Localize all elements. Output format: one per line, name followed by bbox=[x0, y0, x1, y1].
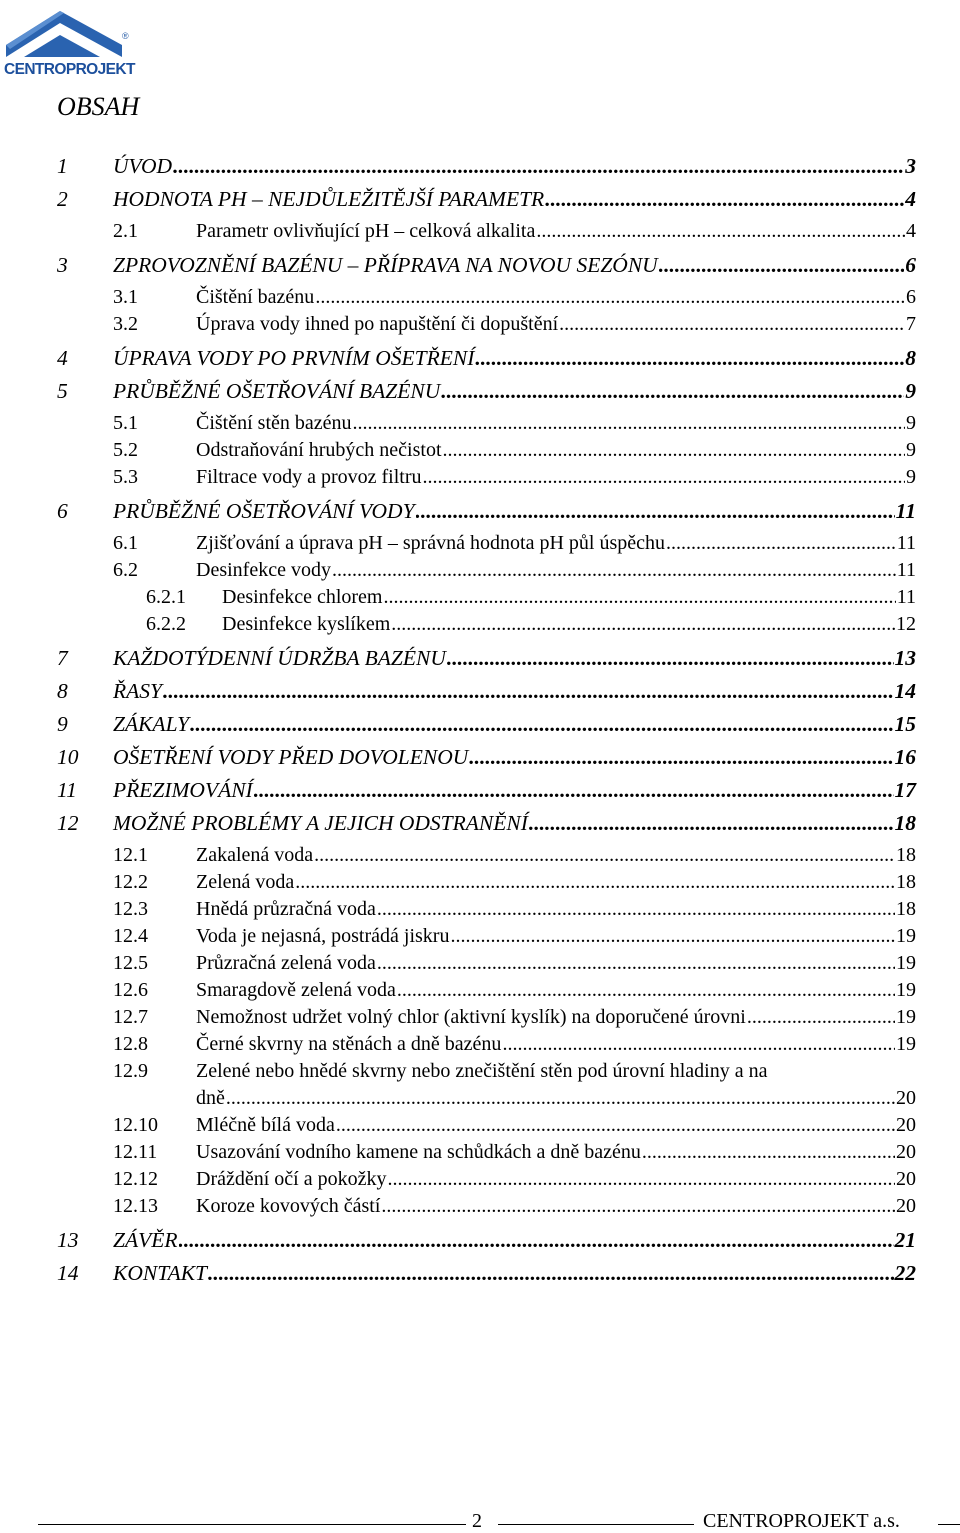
toc-entry-label: KAŽDOTÝDENNÍ ÚDRŽBA BAZÉNU bbox=[113, 646, 446, 670]
toc-dot-leader bbox=[747, 1006, 895, 1029]
toc-entry-page: 9 bbox=[905, 379, 916, 403]
toc-entry-page: 4 bbox=[906, 220, 916, 242]
toc-dot-leader bbox=[659, 253, 905, 278]
toc-entry-label: Parametr ovlivňující pH – celková alkalita bbox=[196, 220, 536, 242]
toc-entry[interactable] bbox=[0, 1006, 960, 1033]
registered-mark: ® bbox=[122, 31, 129, 41]
logo-text: CENTROPROJEKT bbox=[4, 61, 135, 78]
toc-entry-label: Zelené nebo hnědé skvrny nebo znečištění stěn pod úrovní hladiny a na bbox=[196, 1060, 768, 1082]
toc-entry[interactable] bbox=[0, 811, 960, 838]
toc-entry[interactable] bbox=[0, 466, 960, 493]
toc-entry-page: 14 bbox=[894, 679, 916, 703]
toc-entry-label: dně bbox=[196, 1087, 225, 1109]
toc-dot-leader bbox=[208, 1261, 894, 1286]
toc-entry[interactable] bbox=[0, 1141, 960, 1168]
toc-entry[interactable] bbox=[0, 439, 960, 466]
toc-entry-page: 9 bbox=[906, 412, 916, 434]
toc-dot-leader bbox=[190, 712, 893, 737]
toc-entry-page: 22 bbox=[894, 1261, 916, 1285]
toc-entry-page: 11 bbox=[896, 559, 916, 581]
toc-entry-number: 8 bbox=[57, 679, 68, 703]
toc-dot-leader bbox=[447, 646, 894, 671]
toc-dot-leader bbox=[443, 439, 906, 462]
toc-entry[interactable] bbox=[0, 745, 960, 772]
toc-entry-number: 12.12 bbox=[113, 1168, 158, 1190]
toc-entry-label: HODNOTA PH – NEJDŮLEŽITĚJŠÍ PARAMETR bbox=[113, 187, 545, 211]
toc-dot-leader bbox=[332, 559, 896, 582]
toc-entry-label: Smaragdově zelená voda bbox=[196, 979, 396, 1001]
toc-dot-leader bbox=[387, 1168, 895, 1191]
toc-entry[interactable] bbox=[0, 1087, 960, 1114]
toc-entry-number: 12.11 bbox=[113, 1141, 158, 1163]
toc-entry-number: 12.7 bbox=[113, 1006, 148, 1028]
toc-entry-page: 20 bbox=[896, 1087, 916, 1109]
toc-entry-label: KONTAKT bbox=[113, 1261, 207, 1285]
toc-dot-leader bbox=[545, 187, 904, 212]
toc-dot-leader bbox=[536, 220, 905, 243]
toc-dot-leader bbox=[383, 586, 895, 609]
toc-entry[interactable] bbox=[0, 187, 960, 214]
toc-entry-number: 12 bbox=[57, 811, 79, 835]
toc-entry-label: ZPROVOZNĚNÍ BAZÉNU – PŘÍPRAVA NA NOVOU SEZÓNU bbox=[113, 253, 658, 277]
toc-entry-page: 12 bbox=[896, 613, 916, 635]
toc-dot-leader bbox=[475, 346, 904, 371]
toc-entry-page: 6 bbox=[906, 286, 916, 308]
toc-entry[interactable] bbox=[0, 559, 960, 586]
toc-dot-leader bbox=[377, 952, 895, 975]
toc-dot-leader bbox=[423, 466, 906, 489]
toc-entry-label: Voda je nejasná, postrádá jiskru bbox=[196, 925, 450, 947]
toc-entry-page: 6 bbox=[905, 253, 916, 277]
toc-entry[interactable] bbox=[0, 379, 960, 406]
toc-entry[interactable] bbox=[0, 220, 960, 247]
toc-entry[interactable] bbox=[0, 499, 960, 526]
toc-dot-leader bbox=[254, 778, 894, 803]
toc-entry-page: 20 bbox=[896, 1114, 916, 1136]
toc-entry-page: 19 bbox=[896, 1033, 916, 1055]
toc-entry-page: 19 bbox=[896, 952, 916, 974]
toc-entry-number: 12.1 bbox=[113, 844, 148, 866]
toc-dot-leader bbox=[441, 379, 904, 404]
toc-entry-number: 12.10 bbox=[113, 1114, 158, 1136]
toc-entry[interactable] bbox=[0, 1228, 960, 1255]
toc-dot-leader bbox=[559, 313, 905, 336]
toc-entry[interactable] bbox=[0, 871, 960, 898]
toc-entry[interactable] bbox=[0, 313, 960, 340]
toc-entry-label: OŠETŘENÍ VODY PŘED DOVOLENOU bbox=[113, 745, 469, 769]
toc-entry[interactable] bbox=[0, 412, 960, 439]
toc-entry-page: 19 bbox=[896, 1006, 916, 1028]
toc-entry-label: Úprava vody ihned po napuštění či dopuštění bbox=[196, 313, 559, 335]
toc-entry-number: 12.9 bbox=[113, 1060, 148, 1082]
toc-entry-page: 9 bbox=[906, 439, 916, 461]
toc-entry-page: 11 bbox=[896, 532, 916, 554]
toc-dot-leader bbox=[336, 1114, 895, 1137]
toc-dot-leader bbox=[397, 979, 895, 1002]
toc-entry-label: Čištění bazénu bbox=[196, 286, 315, 308]
toc-entry[interactable] bbox=[0, 613, 960, 640]
toc-entry-number: 13 bbox=[57, 1228, 79, 1252]
toc-entry-label: Mléčně bílá voda bbox=[196, 1114, 335, 1136]
toc-entry-number: 12.13 bbox=[113, 1195, 158, 1217]
toc-dot-leader bbox=[642, 1141, 895, 1164]
toc-dot-leader bbox=[314, 844, 895, 867]
toc-entry[interactable] bbox=[0, 532, 960, 559]
toc-entry[interactable] bbox=[0, 925, 960, 952]
toc-dot-leader bbox=[163, 679, 894, 704]
toc-entry-number: 3.1 bbox=[113, 286, 138, 308]
toc-entry-page: 17 bbox=[894, 778, 916, 802]
toc-entry-number: 2 bbox=[57, 187, 68, 211]
toc-entry-page: 18 bbox=[896, 871, 916, 893]
toc-dot-leader bbox=[295, 871, 895, 894]
toc-dot-leader bbox=[226, 1087, 895, 1110]
toc-entry-label: ŘASY bbox=[113, 679, 162, 703]
toc-entry-page: 13 bbox=[894, 646, 916, 670]
toc-entry-label: Odstraňování hrubých nečistot bbox=[196, 439, 442, 461]
toc-entry-number: 9 bbox=[57, 712, 68, 736]
toc-entry-number: 14 bbox=[57, 1261, 79, 1285]
footer-rule-middle bbox=[498, 1524, 694, 1525]
toc-entry[interactable] bbox=[0, 646, 960, 673]
toc-entry-label: Hnědá průzračná voda bbox=[196, 898, 376, 920]
toc-entry-label: Usazování vodního kamene na schůdkách a dně bazénu bbox=[196, 1141, 641, 1163]
toc-entry-page: 20 bbox=[896, 1195, 916, 1217]
toc-dot-leader bbox=[502, 1033, 895, 1056]
toc-dot-leader bbox=[353, 412, 905, 435]
toc-entry-label: Filtrace vody a provoz filtru bbox=[196, 466, 422, 488]
toc-entry[interactable] bbox=[0, 979, 960, 1006]
toc-entry-number: 6.2 bbox=[113, 559, 138, 581]
toc-entry-label: Desinfekce kyslíkem bbox=[222, 613, 391, 635]
toc-entry-number: 5.3 bbox=[113, 466, 138, 488]
toc-entry-label: ÚPRAVA VODY PO PRVNÍM OŠETŘENÍ bbox=[113, 346, 475, 370]
toc-entry-number: 10 bbox=[57, 745, 79, 769]
toc-entry-number: 12.5 bbox=[113, 952, 148, 974]
toc-entry-page: 19 bbox=[896, 925, 916, 947]
toc-entry-label: PRŮBĚŽNÉ OŠETŘOVÁNÍ BAZÉNU bbox=[113, 379, 441, 403]
footer-company: CENTROPROJEKT a.s. bbox=[703, 1510, 900, 1532]
toc-entry-page: 8 bbox=[905, 346, 916, 370]
toc-dot-leader bbox=[377, 898, 895, 921]
toc-entry-label: Zjišťování a úprava pH – správná hodnota pH půl úspěchu bbox=[196, 532, 665, 554]
toc-entry-number: 3 bbox=[57, 253, 68, 277]
toc-entry-label: PŘEZIMOVÁNÍ bbox=[113, 778, 253, 802]
toc-entry-label: Černé skvrny na stěnách a dně bazénu bbox=[196, 1033, 502, 1055]
toc-entry[interactable] bbox=[0, 712, 960, 739]
toc-entry[interactable] bbox=[0, 679, 960, 706]
toc-entry[interactable] bbox=[0, 952, 960, 979]
toc-entry-number: 5.1 bbox=[113, 412, 138, 434]
toc-entry-number: 5 bbox=[57, 379, 68, 403]
toc-entry-number: 12.4 bbox=[113, 925, 148, 947]
footer-rule-left bbox=[38, 1524, 466, 1525]
toc-entry-page: 18 bbox=[896, 898, 916, 920]
toc-entry-number: 12.2 bbox=[113, 871, 148, 893]
toc-entry-page: 20 bbox=[896, 1141, 916, 1163]
toc-dot-leader bbox=[315, 286, 905, 309]
toc-entry-number: 12.3 bbox=[113, 898, 148, 920]
toc-entry-page: 11 bbox=[895, 499, 916, 523]
toc-entry-label: Koroze kovových částí bbox=[196, 1195, 381, 1217]
toc-entry[interactable] bbox=[0, 1033, 960, 1060]
toc-entry[interactable] bbox=[0, 1114, 960, 1141]
toc-entry-label: ÚVOD bbox=[113, 154, 173, 178]
toc-dot-leader bbox=[529, 811, 894, 836]
toc-entry[interactable] bbox=[0, 154, 960, 181]
toc-entry-page: 21 bbox=[894, 1228, 916, 1252]
toc-entry-page: 4 bbox=[905, 187, 916, 211]
toc-entry-label: MOŽNÉ PROBLÉMY A JEJICH ODSTRANĚNÍ bbox=[113, 811, 528, 835]
toc-entry-page: 3 bbox=[905, 154, 916, 178]
toc-dot-leader bbox=[381, 1195, 895, 1218]
toc-dot-leader bbox=[179, 1228, 894, 1253]
toc-entry-number: 6.2.1 bbox=[146, 586, 186, 608]
toc-entry-page: 7 bbox=[906, 313, 916, 335]
toc-entry-number: 12.6 bbox=[113, 979, 148, 1001]
toc-entry-page: 19 bbox=[896, 979, 916, 1001]
toc-entry-number: 7 bbox=[57, 646, 68, 670]
toc-entry-number: 6.2.2 bbox=[146, 613, 186, 635]
toc-entry[interactable] bbox=[0, 253, 960, 280]
toc-entry-page: 20 bbox=[896, 1168, 916, 1190]
toc-entry[interactable] bbox=[0, 1261, 960, 1288]
toc-entry-label: Čištění stěn bazénu bbox=[196, 412, 352, 434]
toc-dot-leader bbox=[450, 925, 895, 948]
toc-entry-page: 18 bbox=[894, 811, 916, 835]
toc-entry[interactable] bbox=[0, 346, 960, 373]
toc-entry-label: Dráždění očí a pokožky bbox=[196, 1168, 387, 1190]
toc-dot-leader bbox=[469, 745, 893, 770]
toc-entry-label: Desinfekce vody bbox=[196, 559, 331, 581]
toc-entry-number: 4 bbox=[57, 346, 68, 370]
toc-dot-leader bbox=[391, 613, 895, 636]
toc-entry-label: Desinfekce chlorem bbox=[222, 586, 383, 608]
toc-entry-number: 6.1 bbox=[113, 532, 138, 554]
toc-entry-page: 16 bbox=[894, 745, 916, 769]
toc-entry-label: Průzračná zelená voda bbox=[196, 952, 376, 974]
toc-entry-label: Zakalená voda bbox=[196, 844, 314, 866]
toc-entry-page: 15 bbox=[894, 712, 916, 736]
toc-entry[interactable] bbox=[0, 286, 960, 313]
toc-entry[interactable] bbox=[0, 778, 960, 805]
toc-entry-number: 6 bbox=[57, 499, 68, 523]
toc-entry-label: Zelená voda bbox=[196, 871, 295, 893]
toc-entry-label: PRŮBĚŽNÉ OŠETŘOVÁNÍ VODY bbox=[113, 499, 415, 523]
toc-entry-number: 3.2 bbox=[113, 313, 138, 335]
toc-entry[interactable] bbox=[0, 1195, 960, 1222]
toc-entry-number: 2.1 bbox=[113, 220, 138, 242]
toc-entry-label: Nemožnost udržet volný chlor (aktivní kyslík) na doporučené úrovni bbox=[196, 1006, 746, 1028]
toc-title: OBSAH bbox=[57, 92, 140, 121]
toc-entry-page: 9 bbox=[906, 466, 916, 488]
toc-entry[interactable] bbox=[0, 844, 960, 871]
toc-dot-leader bbox=[173, 154, 904, 179]
toc-entry[interactable] bbox=[0, 1060, 960, 1087]
toc-entry-label: ZÁKALY bbox=[113, 712, 190, 736]
toc-entry[interactable] bbox=[0, 1168, 960, 1195]
toc-entry[interactable] bbox=[0, 898, 960, 925]
footer-page-number: 2 bbox=[472, 1510, 482, 1532]
toc-entry-number: 12.8 bbox=[113, 1033, 148, 1055]
toc-entry-number: 1 bbox=[57, 154, 68, 178]
toc-entry-page: 18 bbox=[896, 844, 916, 866]
footer-rule-right bbox=[938, 1524, 960, 1525]
toc-entry[interactable] bbox=[0, 586, 960, 613]
toc-dot-leader bbox=[666, 532, 896, 555]
toc-entry-label: ZÁVĚR bbox=[113, 1228, 178, 1252]
toc-entry-page: 11 bbox=[896, 586, 916, 608]
toc-dot-leader bbox=[416, 499, 895, 524]
toc-entry-number: 5.2 bbox=[113, 439, 138, 461]
toc-entry-number: 11 bbox=[57, 778, 77, 802]
